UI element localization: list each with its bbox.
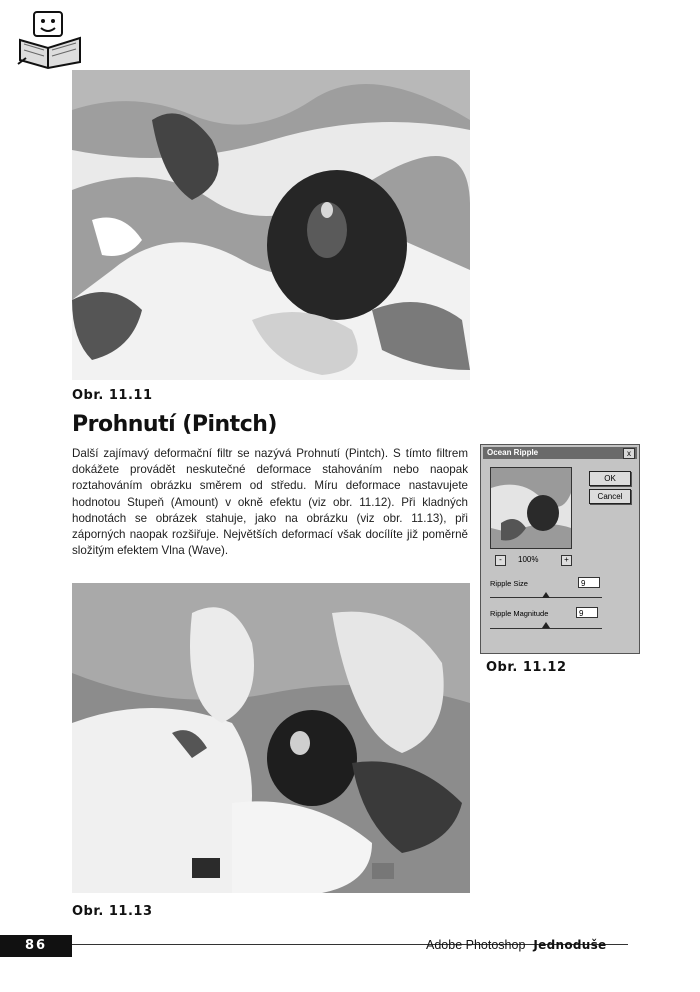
- ocean-ripple-dialog: [480, 444, 640, 654]
- page-number-box: [0, 935, 72, 957]
- zoom-level: 100%: [518, 555, 539, 564]
- figure-caption-11-12: Obr. 11.12: [486, 660, 567, 675]
- ripple-size-label: Ripple Size: [490, 579, 528, 588]
- figure-caption-11-11: Obr. 11.11: [72, 388, 153, 403]
- reader-logo-icon: [14, 8, 86, 70]
- close-icon[interactable]: x: [623, 448, 635, 459]
- page-number: 86: [24, 938, 48, 953]
- ocean-ripple-photo: [72, 70, 470, 380]
- zoom-out-button[interactable]: -: [495, 555, 506, 566]
- ripple-magnitude-input[interactable]: 9: [576, 607, 598, 618]
- footer-book-subtitle: Jednoduše: [533, 938, 607, 952]
- section-heading: Prohnutí (Pintch): [72, 412, 277, 437]
- ok-button[interactable]: OK: [589, 471, 631, 486]
- footer-book-title: Adobe Photoshop: [426, 938, 526, 952]
- zoom-in-button[interactable]: +: [561, 555, 572, 566]
- section-body-text: Další zajímavý deformační filtr se nazývá Prohnutí (Pintch). S tímto filtrem dokážete provádět neskutečné deformace stahováním nebo naopak roztahováním obrázku směrem od středu. Míru deformace nastavujete hodnotou Stupeň (Amount) v okně efektu (viz obr. 11.12). Při kladných hodnotách se obrázek stahuje, jako na obrázku (viz obr. 11.13), při záporných naopak rozšiřuje. Největších deformací však docílíte již poměrně složitým efektem Vlna (Wave).: [72, 447, 468, 558]
- cancel-button[interactable]: Cancel: [589, 489, 631, 504]
- ripple-magnitude-label: Ripple Magnitude: [490, 609, 549, 618]
- ripple-magnitude-slider[interactable]: [490, 628, 602, 629]
- preview-thumbnail: [490, 467, 572, 549]
- ripple-size-slider-thumb[interactable]: [542, 592, 550, 598]
- dialog-title: Ocean Ripple: [487, 448, 539, 457]
- dialog-titlebar: [483, 447, 637, 459]
- figure-caption-11-13: Obr. 11.13: [72, 904, 153, 919]
- ripple-size-input[interactable]: 9: [578, 577, 600, 588]
- ripple-magnitude-slider-thumb[interactable]: [542, 622, 550, 628]
- footer-title: [426, 938, 607, 952]
- pinch-astronaut-photo: [72, 583, 470, 893]
